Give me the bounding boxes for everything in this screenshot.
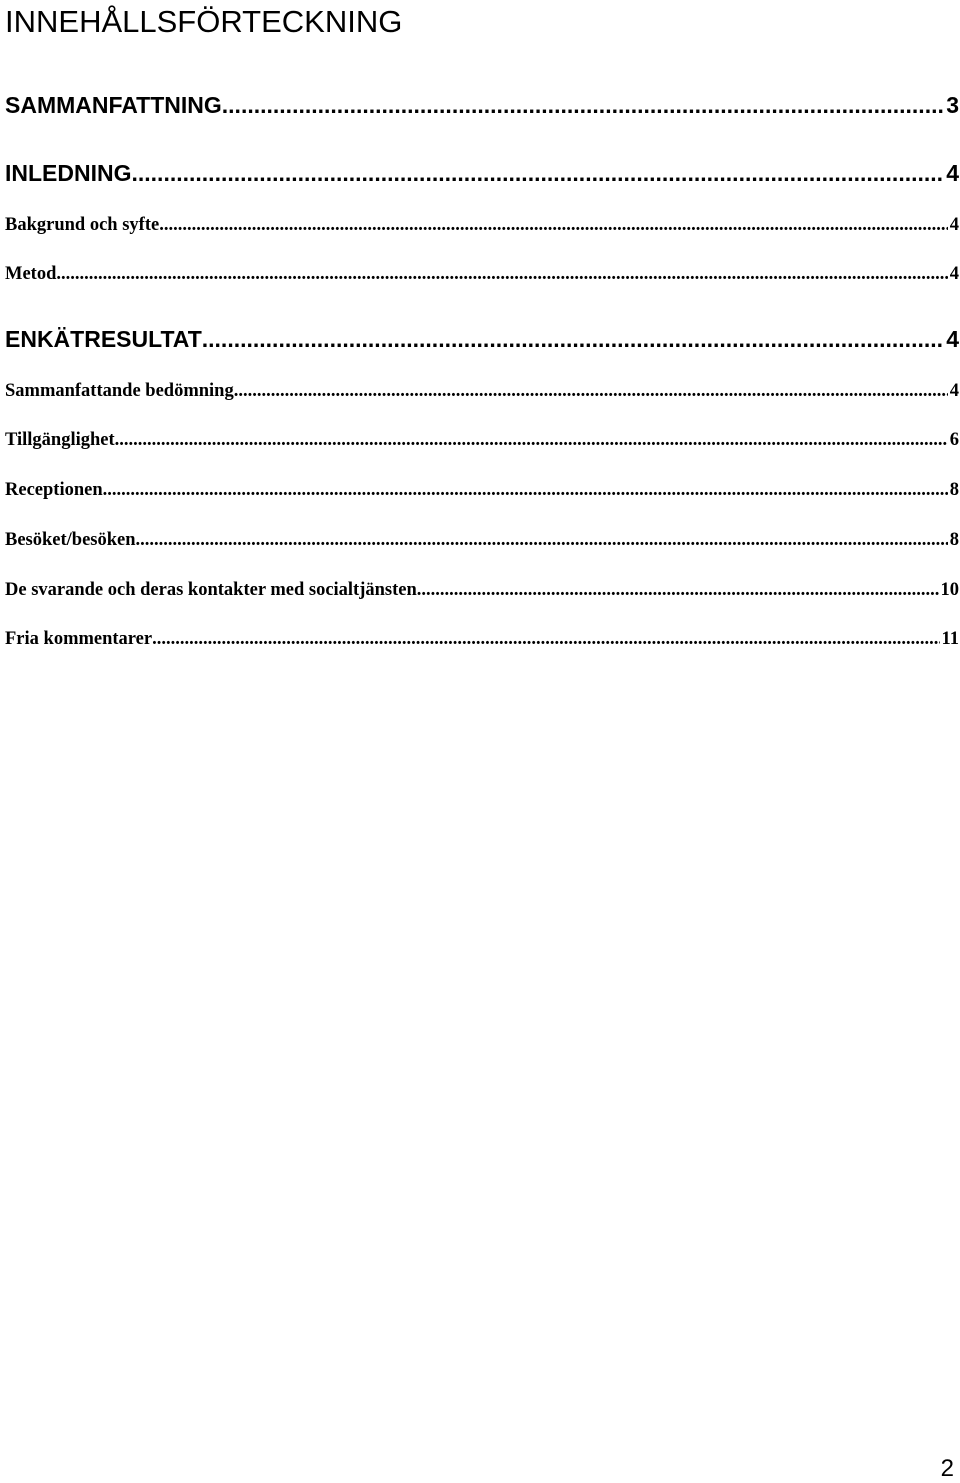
toc-entry-label: ENKÄTRESULTAT xyxy=(5,326,202,352)
dot-leader xyxy=(234,378,948,404)
toc-entry-page-number: 11 xyxy=(941,629,959,649)
toc-entry-label: Besöket/besöken xyxy=(5,530,136,550)
toc-entry-sammanfattande-bedomning[interactable] xyxy=(5,378,960,404)
toc-entry-bakgrund-och-syfte[interactable] xyxy=(5,212,960,238)
page-title: INNEHÅLLSFÖRTECKNING xyxy=(5,4,403,39)
toc-entry-besoket[interactable] xyxy=(5,527,960,553)
toc-entry-page-number: 6 xyxy=(949,430,959,450)
toc-entry-page-number: 4 xyxy=(949,215,959,235)
dot-leader xyxy=(103,477,948,503)
dot-leader xyxy=(222,90,944,120)
toc-entry-receptionen[interactable] xyxy=(5,477,960,503)
toc-entry-label: SAMMANFATTNING xyxy=(5,92,222,118)
toc-entry-label: Metod xyxy=(5,264,57,284)
toc-entry-page-number: 3 xyxy=(946,92,959,118)
toc-entry-label: Sammanfattande bedömning xyxy=(5,381,234,401)
toc-entry-page-number: 4 xyxy=(946,326,959,352)
toc-entry-tillganglighet[interactable] xyxy=(5,427,960,453)
toc-entry-page-number: 4 xyxy=(946,160,959,186)
dot-leader xyxy=(136,527,948,553)
dot-leader xyxy=(417,577,939,603)
page-number: 2 xyxy=(940,1455,954,1482)
toc-entry-page-number: 8 xyxy=(949,480,959,500)
toc-entry-label: De svarande och deras kontakter med socialtjänsten xyxy=(5,580,417,600)
dot-leader xyxy=(56,261,947,287)
toc-entry-sammanfattning[interactable] xyxy=(5,90,960,120)
toc-entry-label: Fria kommentarer xyxy=(5,629,153,649)
toc-entry-de-svarande[interactable] xyxy=(5,577,960,603)
toc-entry-label: INLEDNING xyxy=(5,160,132,186)
toc-entry-enkatresultat[interactable] xyxy=(5,324,960,354)
toc-entry-page-number: 10 xyxy=(940,580,959,600)
toc-entry-page-number: 4 xyxy=(949,264,959,284)
dot-leader xyxy=(115,427,948,453)
toc-entry-page-number: 8 xyxy=(949,530,959,550)
dot-leader xyxy=(159,212,948,238)
dot-leader xyxy=(202,324,944,354)
dot-leader xyxy=(152,626,939,652)
toc-entry-page-number: 4 xyxy=(949,381,959,401)
toc-entry-label: Receptionen xyxy=(5,480,103,500)
toc-entry-label: Tillgänglighet xyxy=(5,430,115,450)
toc-entry-label: Bakgrund och syfte xyxy=(5,215,160,235)
dot-leader xyxy=(132,158,945,188)
toc-entry-metod[interactable] xyxy=(5,261,960,287)
toc-entry-inledning[interactable] xyxy=(5,158,960,188)
toc-entry-fria-kommentarer[interactable] xyxy=(5,626,960,652)
